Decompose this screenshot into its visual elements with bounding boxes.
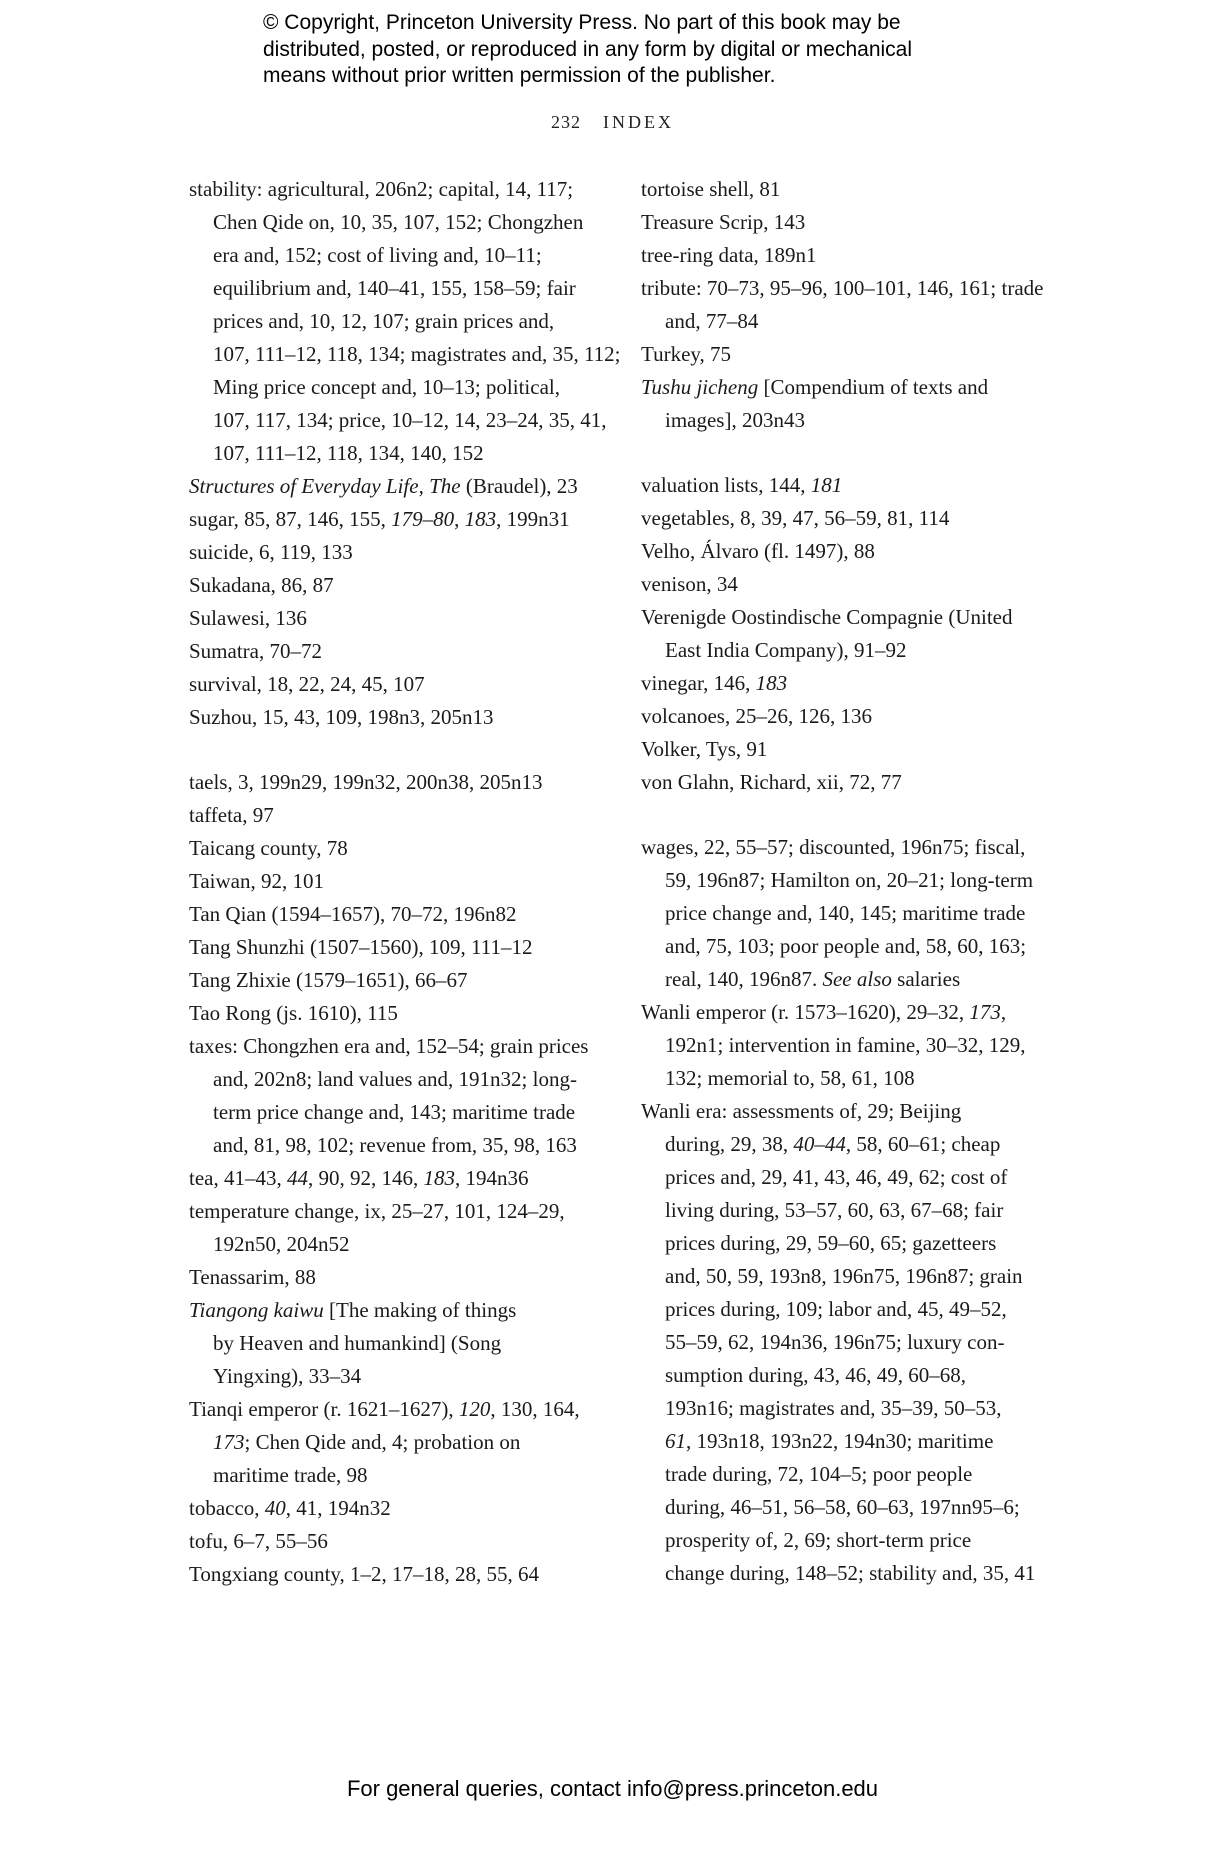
- index-entry: tribute: 70–73, 95–96, 100–101, 146, 161; trade and, 77–84: [641, 276, 1044, 333]
- index-entry: Verenigde Oostindische Compagnie (United East India Company), 91–92: [641, 605, 1013, 662]
- index-entry: Tao Rong (js. 1610), 115: [189, 1001, 398, 1025]
- index-entry: Wanli emperor (r. 1573–1620), 29–32, 173, 192n1; intervention in famine, 30–32, 129, 132; memorial to, 58, 61, 108: [641, 1000, 1026, 1090]
- letter-gap: [641, 799, 1061, 831]
- index-entry: tea, 41–43, 44, 90, 92, 146, 183, 194n36: [189, 1166, 529, 1190]
- copyright-line: means without prior written permission of the publisher.: [263, 64, 776, 87]
- index-entry: Taicang county, 78: [189, 836, 348, 860]
- index-entry: tortoise shell, 81: [641, 177, 781, 201]
- letter-gap: [641, 437, 1061, 469]
- index-entry: vegetables, 8, 39, 47, 56–59, 81, 114: [641, 506, 950, 530]
- index-entry: temperature change, ix, 25–27, 101, 124–29, 192n50, 204n52: [189, 1199, 565, 1256]
- index-entry: Tianqi emperor (r. 1621–1627), 120, 130, 164, 173; Chen Qide and, 4; probation on maritime trade, 98: [189, 1397, 580, 1487]
- index-entry: Tang Zhixie (1579–1651), 66–67: [189, 968, 468, 992]
- index-entry: volcanoes, 25–26, 126, 136: [641, 704, 872, 728]
- index-entry: Velho, Álvaro (fl. 1497), 88: [641, 539, 875, 563]
- index-entry: Suzhou, 15, 43, 109, 198n3, 205n13: [189, 705, 494, 729]
- copyright-line: distributed, posted, or reproduced in any form by digital or mechanical: [263, 37, 913, 61]
- index-entry: Sulawesi, 136: [189, 606, 307, 630]
- index-column-left: [189, 173, 621, 1591]
- copyright-line: © Copyright, Princeton University Press. No part of this book may be: [263, 11, 901, 34]
- index-entry: Tan Qian (1594–1657), 70–72, 196n82: [189, 902, 517, 926]
- index-entry: Taiwan, 92, 101: [189, 869, 325, 893]
- index-entry: vinegar, 146, 183: [641, 671, 788, 695]
- index-entry: Tongxiang county, 1–2, 17–18, 28, 55, 64: [189, 1562, 540, 1586]
- index-entry: tree-ring data, 189n1: [641, 243, 817, 267]
- index-entry: Wanli era: assessments of, 29; Beijing during, 29, 38, 40–44, 58, 60–61; cheap prices and, 29, 41, 43, 46, 49, 62; cost of living during, 53–57, 60, 63, 67–68; fair prices during, 29, 59–60, 65; gazetteers and, 50, 59, 193n8, 196n75, 196n87; grain prices during, 109; labor and, 45, 49–52, 55–59, 62, 194n36, 196n75; luxury con- sumption during, 43, 46, 49, 60–68, 193n16; magistrates and, 35–39, 50–53, 61, 193n18, 193n22, 194n30; maritime trade during, 72, 104–5; poor people during, 46–51, 56–58, 60–63, 197nn95–6; prosperity of, 2, 69; short-term price change during, 148–52; stability and, 35, 41: [641, 1099, 1036, 1585]
- copyright-notice: [263, 10, 1023, 90]
- page-title: INDEX: [603, 112, 674, 132]
- letter-gap: [189, 734, 599, 766]
- index-entry: Tiangong kaiwu [The making of things by Heaven and humankind] (Song Yingxing), 33–34: [189, 1298, 517, 1388]
- index-entry: survival, 18, 22, 24, 45, 107: [189, 672, 425, 696]
- index-entry: venison, 34: [641, 572, 738, 596]
- index-entry: Tushu jicheng [Compendium of texts and images], 203n43: [641, 375, 989, 432]
- index-entry: Structures of Everyday Life, The (Braudel), 23: [189, 474, 578, 498]
- index-entry: Sukadana, 86, 87: [189, 573, 334, 597]
- index-entry: taxes: Chongzhen era and, 152–54; grain prices and, 202n8; land values and, 191n32; long- term price change and, 143; maritime trade and, 81, 98, 102; revenue from, 35, 98, 163: [189, 1034, 589, 1157]
- index-entry: valuation lists, 144, 181: [641, 473, 843, 497]
- index-entry: stability: agricultural, 206n2; capital, 14, 117; Chen Qide on, 10, 35, 107, 152; Chongzhen era and, 152; cost of living and, 10–11; equilibrium and, 140–41, 155, 158–59; fair prices and, 10, 12, 107; grain prices and, 107, 111–12, 118, 134; magistrates and, 35, 112; Ming price concept and, 10–13; political, 107, 117, 134; price, 10–12, 14, 23–24, 35, 41, 107, 111–12, 118, 134, 140, 152: [189, 177, 621, 465]
- index-entry: suicide, 6, 119, 133: [189, 540, 353, 564]
- index-entry: Sumatra, 70–72: [189, 639, 322, 663]
- index-column-right: [641, 173, 1061, 1590]
- index-entry: Volker, Tys, 91: [641, 737, 768, 761]
- index-entry: Treasure Scrip, 143: [641, 210, 806, 234]
- index-entry: von Glahn, Richard, xii, 72, 77: [641, 770, 902, 794]
- index-entry: Turkey, 75: [641, 342, 732, 366]
- page-number: 232: [551, 112, 581, 132]
- index-entry: tobacco, 40, 41, 194n32: [189, 1496, 391, 1520]
- index-entry: Tang Shunzhi (1507–1560), 109, 111–12: [189, 935, 533, 959]
- index-entry: Tenassarim, 88: [189, 1265, 316, 1289]
- running-head: [0, 112, 1225, 133]
- index-entry: taffeta, 97: [189, 803, 274, 827]
- footer-contact: For general queries, contact info@press.princeton.edu: [346, 1776, 879, 1801]
- index-entry: wages, 22, 55–57; discounted, 196n75; fiscal, 59, 196n87; Hamilton on, 20–21; long-term price change and, 140, 145; maritime trade and, 75, 103; poor people and, 58, 60, 163; real, 140, 196n87. See also salaries: [641, 835, 1034, 991]
- index-entry: sugar, 85, 87, 146, 155, 179–80, 183, 199n31: [189, 507, 570, 531]
- index-entry: tofu, 6–7, 55–56: [189, 1529, 328, 1553]
- index-entry: taels, 3, 199n29, 199n32, 200n38, 205n13: [189, 770, 543, 794]
